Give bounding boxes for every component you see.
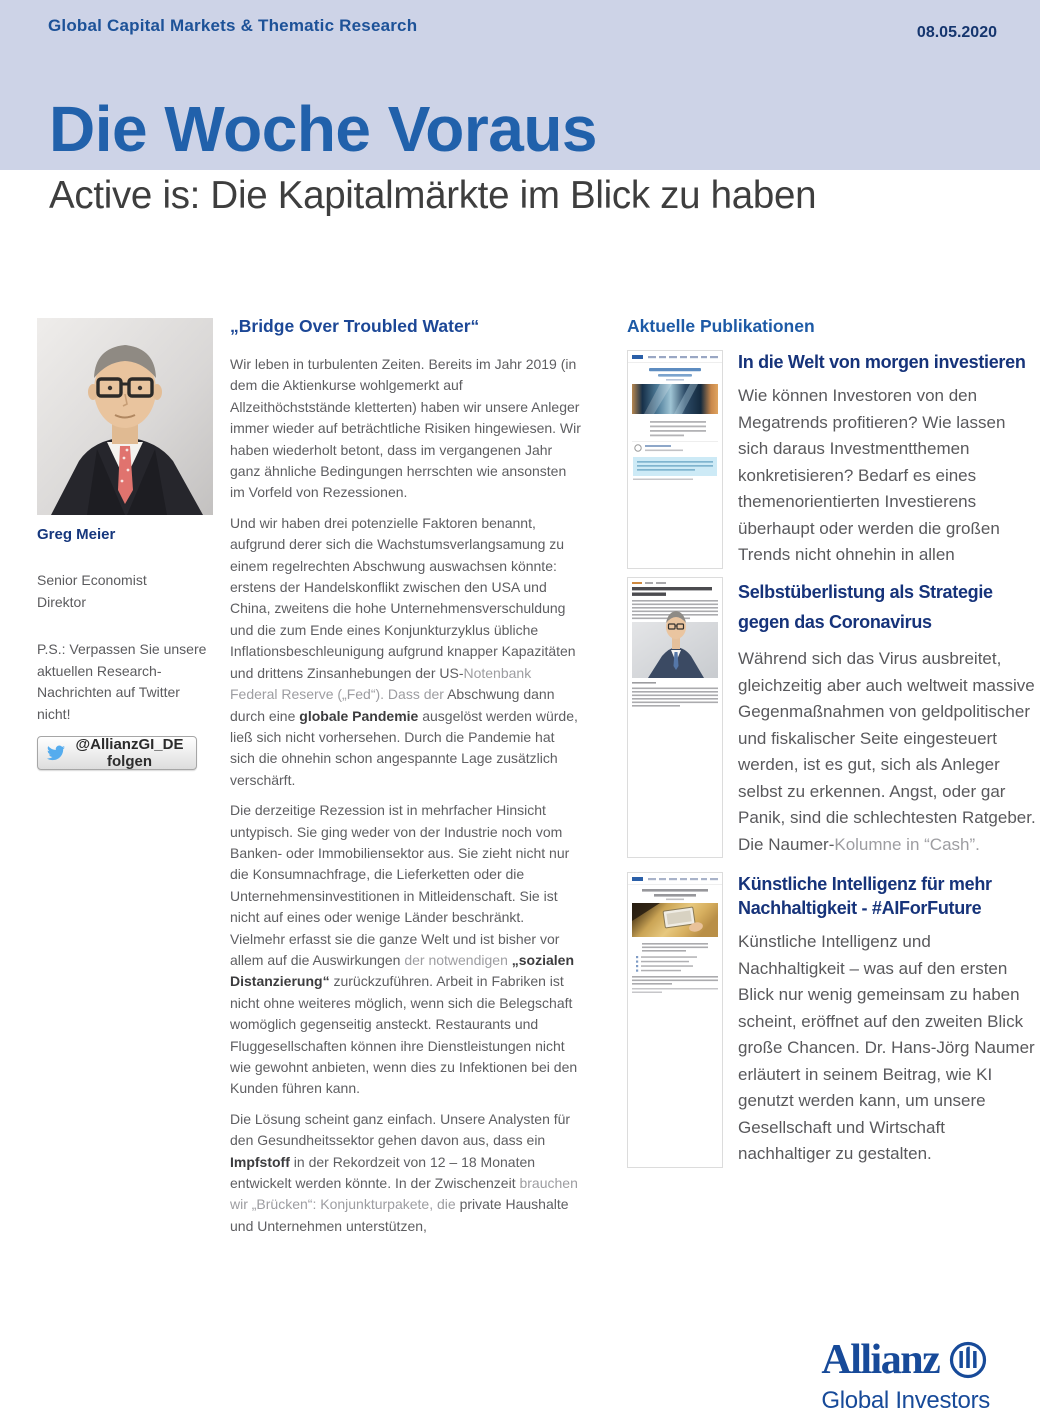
text-segment: brauchen wir „Brücken“: Konjunkturpakete, die [230, 1175, 578, 1213]
text-segment: der notwendigen [404, 951, 512, 968]
allianz-eagle-icon [948, 1340, 988, 1380]
twitter-ps-note: P.S.: Verpassen Sie unsere aktuellen Research-Nachrichten auf Twitter nicht! [37, 641, 207, 722]
global-investors-wordmark: Global Investors [821, 1387, 990, 1414]
publication-summary [738, 929, 1038, 1168]
page-title: Die Woche Voraus [49, 93, 597, 165]
publication-item [627, 350, 1039, 569]
author-photo [37, 318, 213, 515]
publications-section [627, 316, 1039, 1163]
article-paragraph-2 [230, 513, 582, 791]
text-segment: zurückzuführen. Arbeit in Fabriken ist nicht ohne weiteres möglich, wenn sich die Belegschaft womöglich gegenseitig ansteckt. Restaurants und Fluggesellschaften können ihre Dienstleistungen nicht wie gewohnt anbieten, wenn dies zu Infektionen bei den Kunden führen kann. [230, 973, 578, 1097]
author-role-2: Direktor [37, 594, 87, 610]
publication-summary [738, 383, 1038, 569]
allianz-wordmark: Allianz [821, 1337, 940, 1383]
allianz-global-investors-logo [821, 1336, 990, 1415]
twitter-follow-label: @AllianzGI_DE folgen [75, 736, 184, 770]
text-segment: Impfstoff [230, 1153, 290, 1170]
issue-date: 08.05.2020 [916, 24, 997, 41]
text-segment: „sozialen Distanzierung“ [230, 951, 574, 990]
author-role-1: Senior Economist [37, 572, 147, 588]
text-segment: Wir leben in turbulenten Zeiten. Bereits im Jahr 2019 (in dem die Aktienkurse wohlgemerkt auf Allzeithöchststände kletterten) haben wir unsere Anleger immer wieder auf beträchtliche Risiken hingewiesen. Wir haben wiederholt betont, dass im vergangenen Jahr ganz ähnliche Bedingungen herrschten wie ansonsten im Vorfeld von Rezessionen. [230, 356, 581, 501]
text-segment: globale Pandemie [299, 707, 419, 724]
page-subtitle: Active is: Die Kapitalmärkte im Blick zu haben [49, 174, 817, 217]
text-segment: Und wir haben drei potenzielle Faktoren benannt, aufgrund derer sich die Wachstumsverlangsamung zu einem regelrechten Abschwung auswachsen könnte: erstens der Handelskonflikt zwischen den USA und China, zweitens die hohe Unternehmensverschuldung und die zum Ende eines Konjunkturzyklus übliche Inflationsbeschleunigung aufgrund knapper Kapazitäten und drittens Zinsanhebungen der US- [230, 514, 576, 681]
text-segment: Die derzeitige Rezession ist in mehrfacher Hinsicht untypisch. Sie ging weder von der Industrie noch vom Banken- oder Immobiliensektor aus. Sie zieht nicht nur die Konsumnachfrage, die Lieferketten oder die Unternehmensinvestitionen in Mitleidenschaft. Sie ist nicht auf eines oder wenige Länder beschränkt. Vielmehr erfasst sie die ganze Welt und ist bisher vor allem auf die Auswirkungen [230, 802, 570, 968]
text-segment: Künstliche Intelligenz und Nachhaltigkeit – was auf den ersten Blick nur wenig gemeinsam zu haben scheint, eröffnet auf den zweiten Blick große Chancen. Dr. Hans-Jörg Naumer erläutert in seinem Beitrag, wie KI genutzt werden kann, um unsere Gesellschaft und Wirtschaft nachhaltiger zu gestalten. [738, 932, 1035, 1163]
department-label: Global Capital Markets & Thematic Research [48, 16, 418, 35]
publication-summary [738, 646, 1038, 858]
publication-text [738, 577, 1038, 858]
twitter-bird-icon [47, 744, 65, 762]
article-paragraph-4 [230, 1109, 582, 1237]
text-segment: Notenbank Federal Reserve („Fed“). Dass der [230, 664, 532, 703]
publication-item [627, 577, 1039, 858]
publication-text [738, 872, 1038, 1168]
text-segment: ausgelöst werden würde, ließ sich nicht vorhersehen. Durch die Pandemie hat sich die ohnehin schon angespannte Lage zusätzlich verschärft. [230, 707, 578, 788]
publication-title-link[interactable]: Selbstüberlistung als Strategie gegen das Coronavirus [738, 582, 993, 632]
text-segment: Kolumne in “Cash”. [834, 834, 980, 854]
publication-thumbnail-naumer-column[interactable] [627, 577, 723, 858]
text-segment: private Haushalte und Unternehmen unterstützen, [230, 1196, 569, 1234]
author-profile [37, 318, 213, 770]
text-segment: Während sich das Virus ausbreitet, gleichzeitig aber auch weltweit massive Gegenmaßnahmen von geldpolitischer und fiskalischer Seite eingesteuert werden, ist es gut, sich als Anleger selbst zu erkennen. Angst, oder gar Panik, sind die schlechtesten Ratgeber. Die Naumer- [738, 649, 1036, 854]
article-heading: „Bridge Over Troubled Water“ [230, 316, 480, 336]
publication-title-link[interactable]: Künstliche Intelligenz für mehr Nachhaltigkeit - #AIForFuture [738, 874, 992, 918]
publication-thumbnail-ai-sustainability[interactable] [627, 872, 723, 1168]
article-paragraph-3 [230, 800, 582, 1100]
text-segment: in der Rekordzeit von 12 – 18 Monaten entwickelt werden könnte. In der Zwischenzeit [230, 1153, 536, 1192]
publication-text [738, 350, 1038, 569]
publications-heading: Aktuelle Publikationen [627, 316, 815, 336]
text-segment: Die Lösung scheint ganz einfach. Unsere Analysten für den Gesundheitssektor gehen davon aus, dass ein [230, 1110, 571, 1149]
header-banner [0, 0, 1040, 170]
author-roles [37, 569, 213, 613]
article-paragraph-1 [230, 354, 582, 504]
publication-thumbnail-megatrends[interactable] [627, 350, 723, 569]
author-name: Greg Meier [37, 526, 116, 543]
text-segment: Abschwung dann durch eine [230, 686, 555, 724]
text-segment: Wie können Investoren von den Megatrends profitieren? Wie lassen sich daraus Investmentthemen konkretisieren? Bedarf es eines themenorientierten Investierens überhaupt oder werden die großen Trends nicht ohnehin in allen [738, 386, 1006, 564]
publication-title-link[interactable]: In die Welt von morgen investieren [738, 352, 1026, 372]
main-article [230, 316, 582, 1246]
publication-item [627, 872, 1039, 1168]
twitter-follow-button[interactable] [37, 736, 197, 770]
